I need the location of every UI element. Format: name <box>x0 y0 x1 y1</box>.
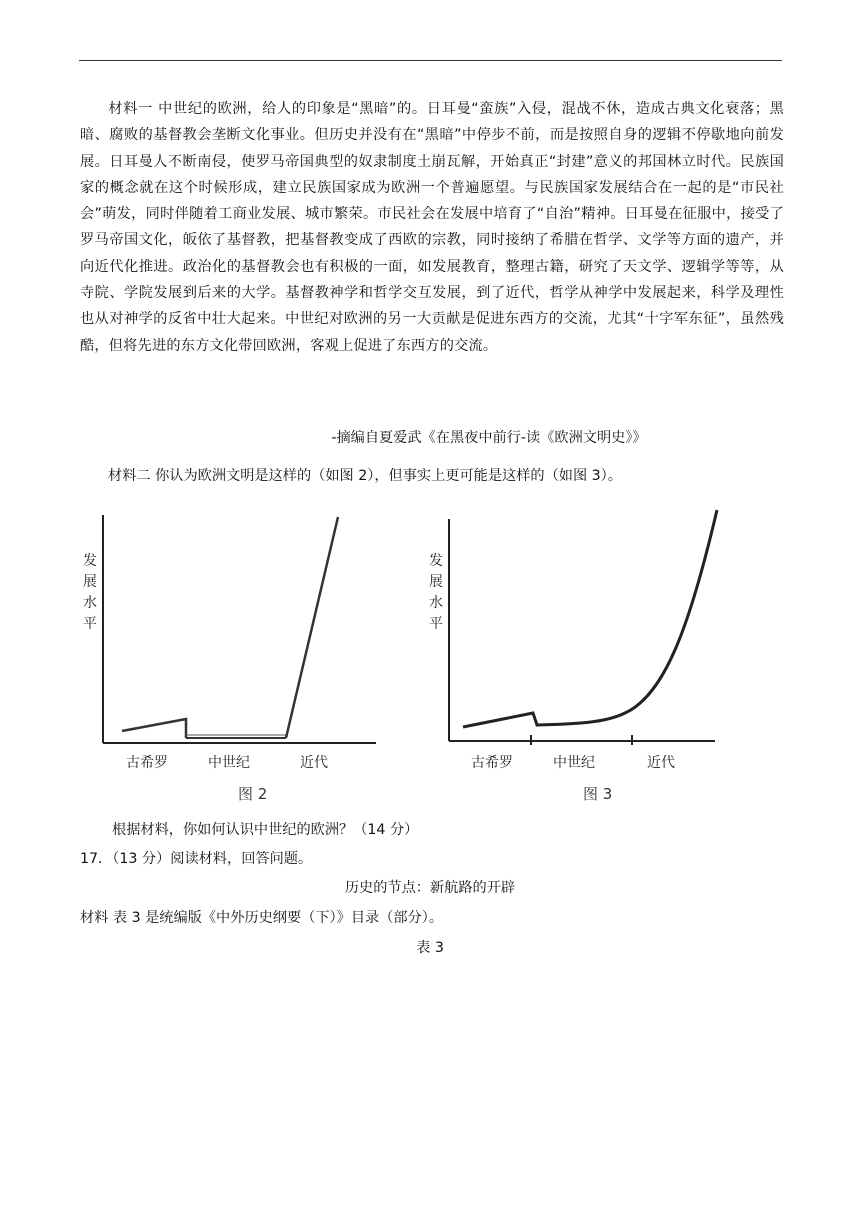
material-1-paragraph: 材料一 中世纪的欧洲，给人的印象是“黑暗”的。日耳曼“蛮族”入侵，混战不休，造成古典文化衰落；黑暗、腐败的基督教会垄断文化事业。但历史并没有在“黑暗”中停步不前，而是按照自身的逻辑不停歇地向前发展。日耳曼人不断南侵，使罗马帝国典型的奴隶制度土崩瓦解，开始真正“封建”意义的邦国林立时代。民族国家的概念就在这个时候形成，建立民族国家成为欧洲一个普遍愿望。与民族国家发展结合在一起的是“市民社会”萌发，同时伴随着工商业发展、城市繁荣。市民社会在发展中培育了“自治”精神。日耳曼在征服中，接受了罗马帝国文化，皈依了基督教，把基督教变成了西欧的宗教，同时接纳了希腊在哲学、文学等方面的遗产，并向近代化推进。政治化的基督教会也有积极的一面，如发展教育，整理古籍，研究了天文学、逻辑学等等，从寺院、学院发展到后来的大学。基督教神学和哲学交互发展，到了近代，哲学从神学中发展起来，科学及理性也从对神学的反省中壮大起来。中世纪对欧洲的另一大贡献是促进东西方的交流，尤其“十字军东征”，虽然残酷，但将先进的东方文化带回欧洲，客观上促进了东西方的交流。 <box>80 101 784 354</box>
figure-3-ylabel-char: 水 <box>429 595 443 611</box>
figure-3-xlabel: 古希罗 <box>471 755 513 771</box>
figure-3-curve <box>463 510 717 727</box>
figure-2-xlabel: 近代 <box>300 755 328 771</box>
figure-3-xlabel: 中世纪 <box>553 755 595 771</box>
figure-2-xlabel: 中世纪 <box>208 755 250 771</box>
header-rule <box>79 60 782 61</box>
figure-3 <box>425 505 735 810</box>
figure-2-ylabel-char: 展 <box>83 574 97 590</box>
material-2-text: 材料二 你认为欧洲文明是这样的（如图 2），但事实上更可能是这样的（如图 3）。 <box>108 468 622 484</box>
figure-2-ylabel-char: 平 <box>83 616 97 632</box>
figure-3-ylabel-char: 发 <box>429 553 443 569</box>
figure-3-xlabel: 近代 <box>647 755 675 771</box>
question-17-material: 材料 表 3 是统编版《中外历史纲要（下）》目录（部分）。 <box>80 910 444 926</box>
question-17-prompt: 17．（13 分）阅读材料，回答问题。 <box>80 851 313 867</box>
question-17-subtitle: 历史的节点：新航路的开辟 <box>344 880 516 896</box>
figure-3-caption: 图 3 <box>583 785 613 803</box>
figure-2-curve-ancient <box>122 719 186 738</box>
figure-2-ylabel-char: 水 <box>83 595 97 611</box>
figure-2-ylabel-char: 发 <box>83 553 97 569</box>
material-1-source: -摘编自夏爱武《在黑夜中前行-读《欧洲文明史》》 <box>331 430 647 446</box>
figure-3-ylabel-char: 展 <box>429 574 443 590</box>
figure-2-curve-modern <box>286 517 338 738</box>
figure-2-xlabel: 古希罗 <box>126 755 168 771</box>
question-16: 根据材料，你如何认识中世纪的欧洲？（14 分） <box>112 822 419 838</box>
figure-2-caption: 图 2 <box>238 785 268 803</box>
table-caption: 表 3 <box>416 940 444 956</box>
figure-3-ylabel-char: 平 <box>429 616 443 632</box>
figure-2 <box>78 505 388 810</box>
